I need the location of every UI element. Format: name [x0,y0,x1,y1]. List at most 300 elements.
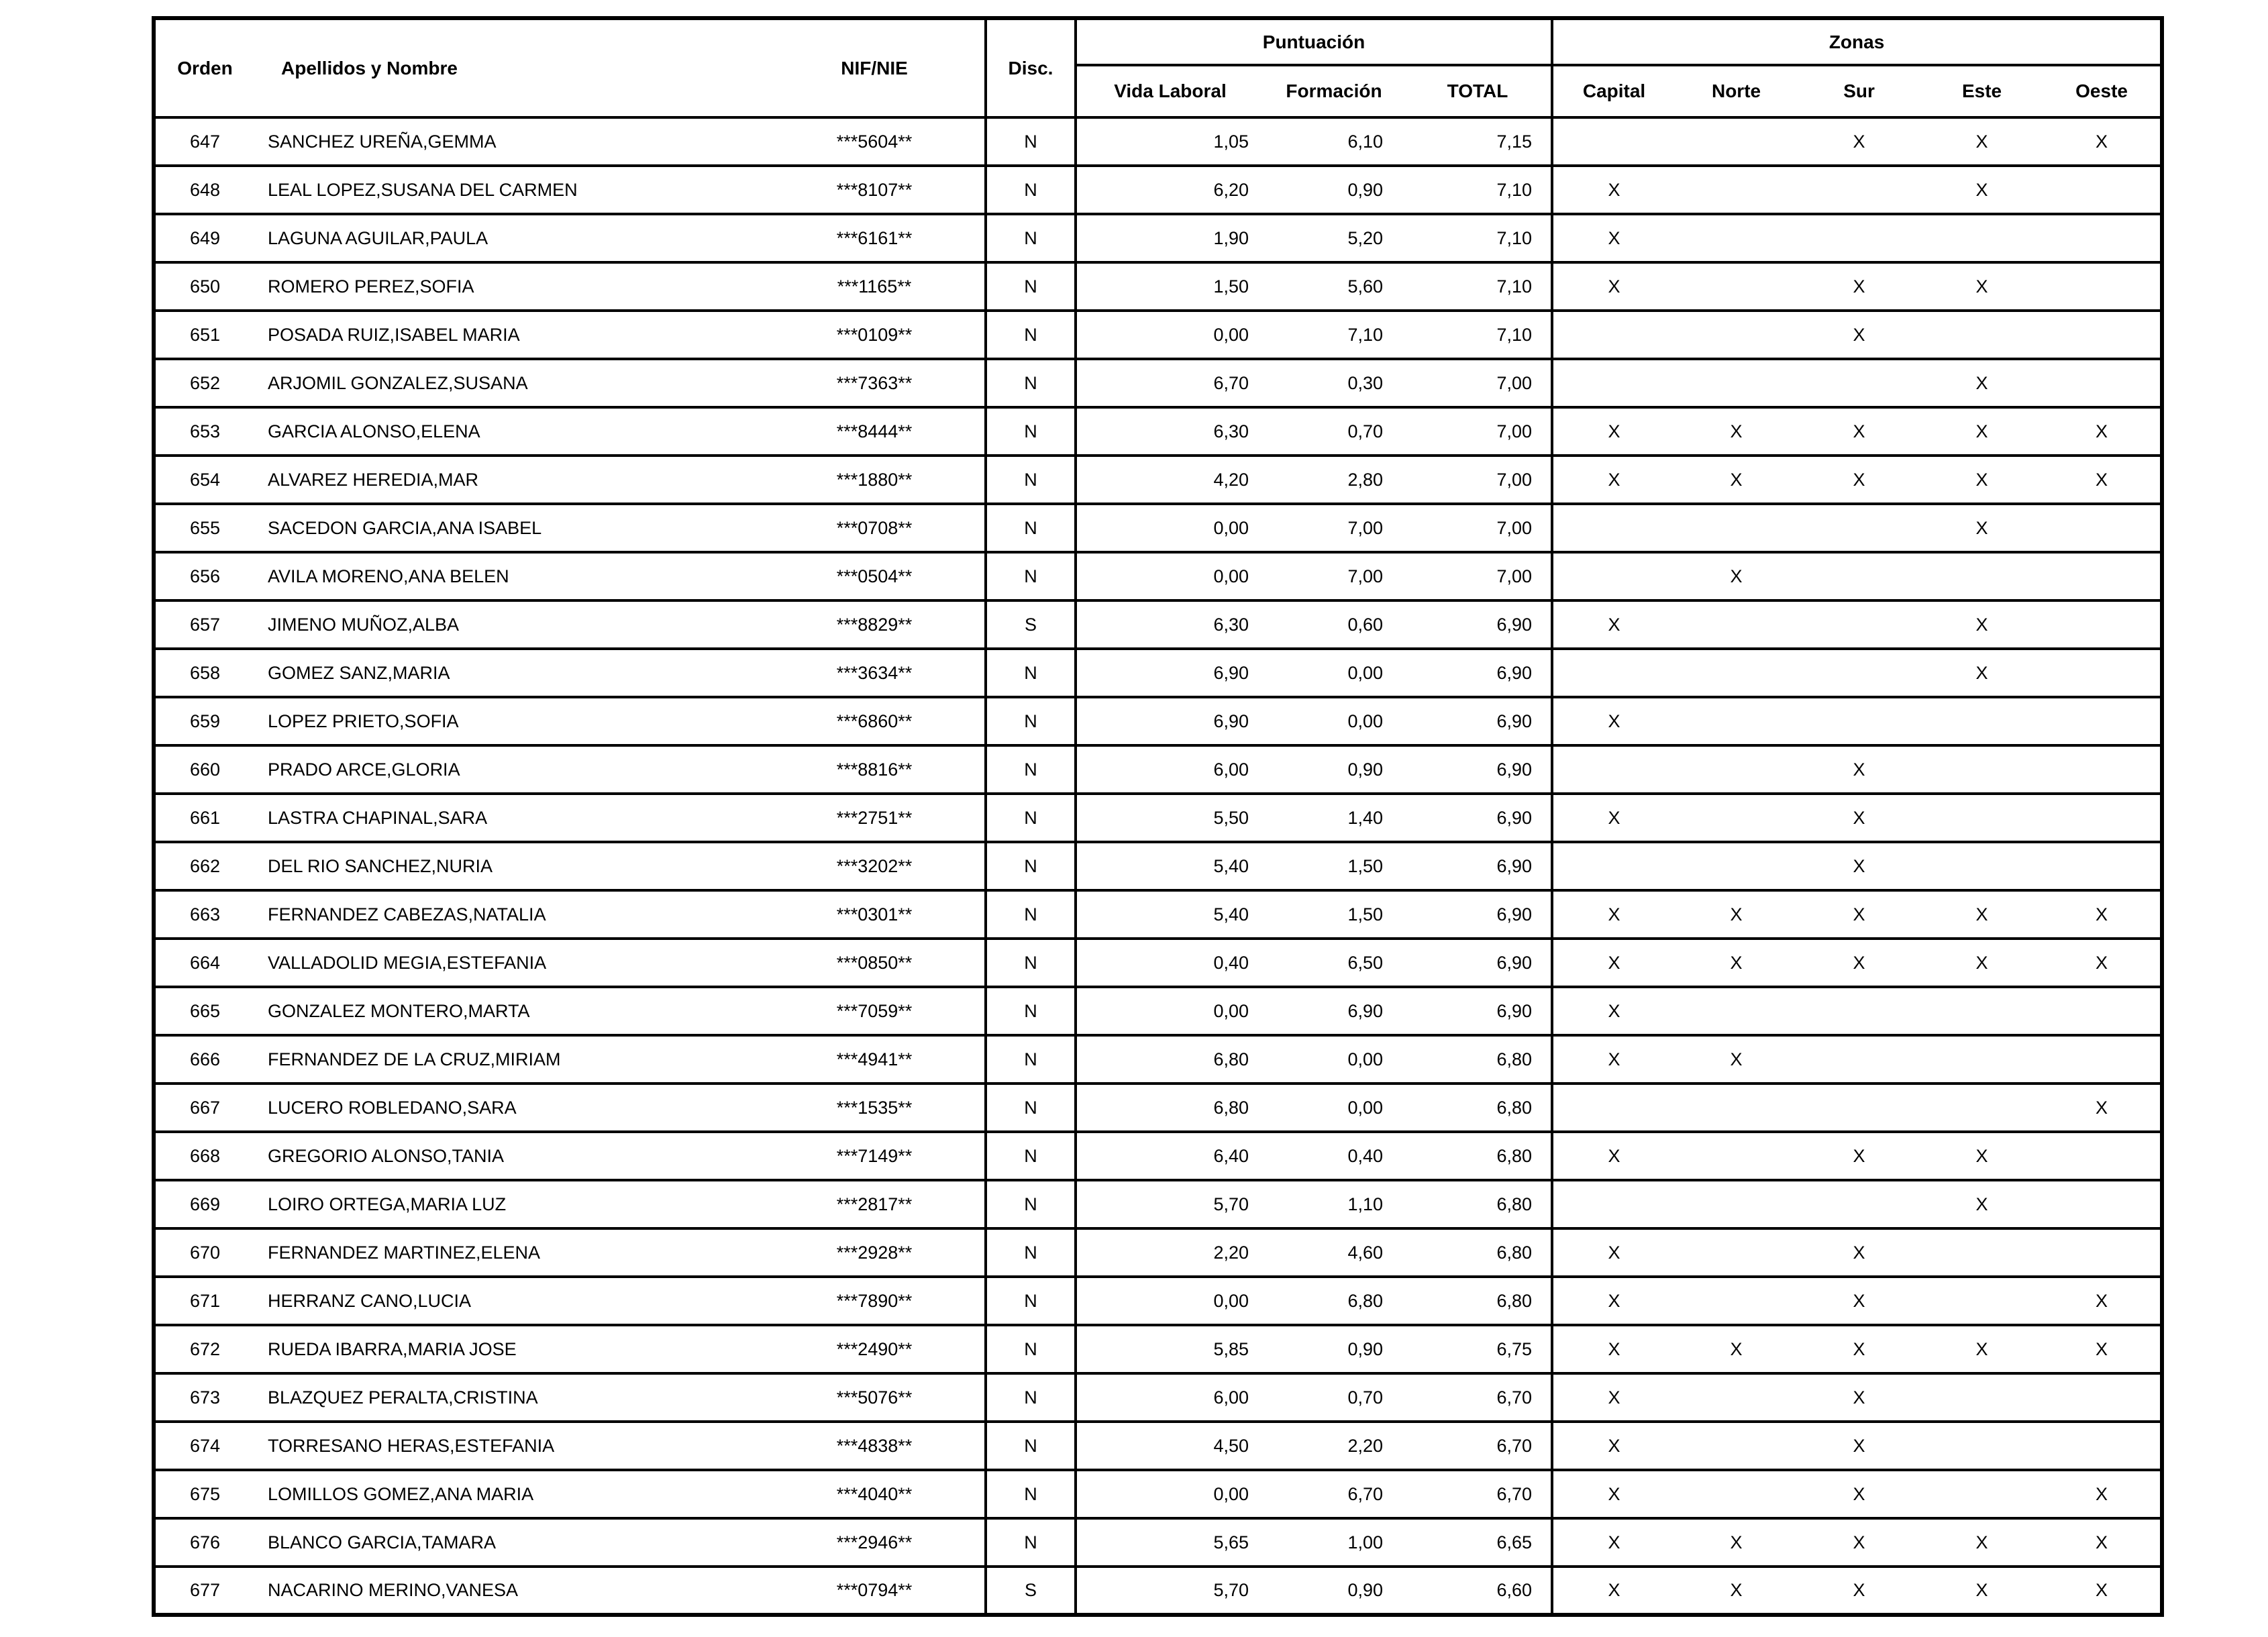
cell-zona-oeste: X [2043,407,2162,456]
cell-zona-este: X [1920,1132,2043,1180]
cell-zona-capital: X [1552,1132,1675,1180]
cell-vida-laboral: 6,20 [1076,166,1264,214]
cell-disc: N [986,1277,1076,1325]
cell-formacion: 7,00 [1264,504,1404,552]
results-table [152,16,2164,1617]
cell-zona-oeste [2043,1035,2162,1084]
cell-vida-laboral: 5,65 [1076,1518,1264,1567]
cell-formacion: 6,70 [1264,1470,1404,1518]
cell-zona-norte [1675,600,1798,649]
cell-zona-norte [1675,745,1798,794]
cell-zona-sur: X [1798,117,1920,166]
cell-zona-oeste [2043,794,2162,842]
cell-vida-laboral: 0,40 [1076,939,1264,987]
cell-zona-norte [1675,987,1798,1035]
table-row [154,359,2162,407]
cell-zona-capital [1552,1180,1675,1228]
cell-zona-oeste: X [2043,890,2162,939]
cell-zona-este [1920,214,2043,262]
cell-vida-laboral: 0,00 [1076,504,1264,552]
cell-zona-norte: X [1675,939,1798,987]
cell-nombre: GOMEZ SANZ,MARIA [254,649,764,697]
cell-zona-norte [1675,504,1798,552]
cell-zona-este [1920,842,2043,890]
cell-nif: ***7149** [764,1132,986,1180]
cell-total: 6,90 [1404,794,1552,842]
cell-formacion: 6,80 [1264,1277,1404,1325]
cell-zona-este [1920,794,2043,842]
cell-vida-laboral: 6,00 [1076,745,1264,794]
cell-nombre: LOPEZ PRIETO,SOFIA [254,697,764,745]
cell-zona-este: X [1920,1567,2043,1615]
cell-total: 7,00 [1404,456,1552,504]
cell-zona-sur [1798,697,1920,745]
cell-vida-laboral: 6,00 [1076,1373,1264,1422]
cell-orden: 657 [154,600,254,649]
cell-total: 6,60 [1404,1567,1552,1615]
header-puntuacion-group: Puntuación [1076,18,1552,65]
table-row [154,890,2162,939]
cell-vida-laboral: 5,70 [1076,1567,1264,1615]
table-row [154,1084,2162,1132]
cell-zona-norte [1675,1422,1798,1470]
cell-zona-sur: X [1798,1132,1920,1180]
cell-disc: N [986,1422,1076,1470]
cell-zona-oeste [2043,1132,2162,1180]
cell-zona-norte [1675,359,1798,407]
cell-formacion: 0,30 [1264,359,1404,407]
cell-zona-sur [1798,1084,1920,1132]
cell-vida-laboral: 5,50 [1076,794,1264,842]
cell-orden: 660 [154,745,254,794]
cell-zona-norte: X [1675,552,1798,600]
cell-total: 6,90 [1404,649,1552,697]
cell-formacion: 0,00 [1264,697,1404,745]
cell-vida-laboral: 6,80 [1076,1084,1264,1132]
cell-nombre: JIMENO MUÑOZ,ALBA [254,600,764,649]
cell-zona-este: X [1920,359,2043,407]
cell-nif: ***0850** [764,939,986,987]
table-header [154,18,2162,117]
cell-nif: ***4941** [764,1035,986,1084]
cell-zona-sur: X [1798,794,1920,842]
cell-disc: N [986,745,1076,794]
table-row [154,939,2162,987]
cell-zona-oeste [2043,1373,2162,1422]
cell-zona-oeste: X [2043,1567,2162,1615]
cell-total: 6,90 [1404,745,1552,794]
cell-zona-capital: X [1552,214,1675,262]
cell-disc: N [986,407,1076,456]
table-row [154,1035,2162,1084]
cell-zona-este: X [1920,649,2043,697]
cell-zona-sur: X [1798,1277,1920,1325]
table-row [154,262,2162,311]
cell-nif: ***4838** [764,1422,986,1470]
cell-zona-capital [1552,745,1675,794]
cell-nombre: NACARINO MERINO,VANESA [254,1567,764,1615]
cell-nombre: LOIRO ORTEGA,MARIA LUZ [254,1180,764,1228]
cell-zona-oeste [2043,745,2162,794]
table-row [154,987,2162,1035]
cell-zona-capital: X [1552,166,1675,214]
cell-vida-laboral: 5,40 [1076,842,1264,890]
cell-zona-oeste: X [2043,939,2162,987]
cell-formacion: 0,90 [1264,1325,1404,1373]
cell-zona-este [1920,552,2043,600]
cell-total: 7,10 [1404,166,1552,214]
cell-formacion: 6,10 [1264,117,1404,166]
header-nif: NIF/NIE [764,18,986,117]
cell-zona-este [1920,1228,2043,1277]
cell-zona-este: X [1920,1518,2043,1567]
cell-nombre: LUCERO ROBLEDANO,SARA [254,1084,764,1132]
cell-orden: 650 [154,262,254,311]
cell-zona-norte [1675,1132,1798,1180]
cell-zona-sur: X [1798,407,1920,456]
cell-formacion: 1,50 [1264,842,1404,890]
cell-total: 6,80 [1404,1277,1552,1325]
header-zona-capital: Capital [1552,65,1675,117]
cell-nombre: TORRESANO HERAS,ESTEFANIA [254,1422,764,1470]
table-row [154,1132,2162,1180]
table-row [154,1518,2162,1567]
cell-total: 6,90 [1404,987,1552,1035]
cell-formacion: 5,60 [1264,262,1404,311]
cell-vida-laboral: 5,85 [1076,1325,1264,1373]
cell-orden: 667 [154,1084,254,1132]
cell-orden: 653 [154,407,254,456]
cell-disc: N [986,987,1076,1035]
cell-zona-oeste [2043,552,2162,600]
cell-zona-oeste [2043,600,2162,649]
cell-zona-sur [1798,552,1920,600]
cell-nif: ***7890** [764,1277,986,1325]
cell-total: 6,80 [1404,1228,1552,1277]
cell-zona-sur: X [1798,456,1920,504]
cell-orden: 669 [154,1180,254,1228]
cell-zona-sur: X [1798,745,1920,794]
cell-vida-laboral: 4,20 [1076,456,1264,504]
cell-zona-capital: X [1552,1470,1675,1518]
cell-nombre: AVILA MORENO,ANA BELEN [254,552,764,600]
cell-vida-laboral: 1,90 [1076,214,1264,262]
cell-vida-laboral: 6,30 [1076,600,1264,649]
cell-formacion: 0,70 [1264,407,1404,456]
cell-total: 6,70 [1404,1470,1552,1518]
cell-nif: ***2490** [764,1325,986,1373]
cell-total: 7,10 [1404,214,1552,262]
cell-formacion: 1,00 [1264,1518,1404,1567]
cell-vida-laboral: 0,00 [1076,1277,1264,1325]
table-row [154,1228,2162,1277]
cell-nombre: RUEDA IBARRA,MARIA JOSE [254,1325,764,1373]
table-body [154,117,2162,1615]
header-zona-este: Este [1920,65,2043,117]
cell-zona-capital: X [1552,1567,1675,1615]
cell-orden: 659 [154,697,254,745]
cell-orden: 666 [154,1035,254,1084]
cell-nif: ***8816** [764,745,986,794]
table-row [154,552,2162,600]
cell-nombre: ALVAREZ HEREDIA,MAR [254,456,764,504]
cell-vida-laboral: 1,05 [1076,117,1264,166]
cell-total: 6,90 [1404,842,1552,890]
cell-orden: 654 [154,456,254,504]
header-orden: Orden [154,18,254,117]
cell-zona-oeste [2043,262,2162,311]
cell-zona-capital: X [1552,1325,1675,1373]
cell-nif: ***7363** [764,359,986,407]
cell-zona-oeste [2043,649,2162,697]
cell-zona-oeste [2043,166,2162,214]
cell-orden: 649 [154,214,254,262]
cell-disc: S [986,600,1076,649]
cell-zona-capital [1552,1084,1675,1132]
cell-zona-capital: X [1552,1035,1675,1084]
cell-vida-laboral: 5,40 [1076,890,1264,939]
cell-vida-laboral: 0,00 [1076,987,1264,1035]
cell-total: 6,80 [1404,1132,1552,1180]
cell-vida-laboral: 5,70 [1076,1180,1264,1228]
cell-disc: N [986,1470,1076,1518]
cell-zona-norte [1675,1084,1798,1132]
cell-zona-sur: X [1798,842,1920,890]
cell-formacion: 0,70 [1264,1373,1404,1422]
cell-zona-capital [1552,504,1675,552]
cell-zona-capital: X [1552,1518,1675,1567]
cell-total: 6,80 [1404,1180,1552,1228]
cell-disc: N [986,359,1076,407]
cell-nombre: FERNANDEZ MARTINEZ,ELENA [254,1228,764,1277]
cell-nombre: SACEDON GARCIA,ANA ISABEL [254,504,764,552]
header-group-row [154,18,2162,65]
cell-zona-sur: X [1798,939,1920,987]
cell-nif: ***1165** [764,262,986,311]
cell-disc: N [986,1325,1076,1373]
cell-total: 6,70 [1404,1373,1552,1422]
cell-formacion: 1,40 [1264,794,1404,842]
cell-zona-capital [1552,117,1675,166]
cell-zona-este: X [1920,939,2043,987]
header-zona-norte: Norte [1675,65,1798,117]
table-row [154,1180,2162,1228]
cell-orden: 662 [154,842,254,890]
cell-orden: 663 [154,890,254,939]
cell-zona-sur [1798,166,1920,214]
cell-vida-laboral: 6,80 [1076,1035,1264,1084]
cell-nombre: FERNANDEZ DE LA CRUZ,MIRIAM [254,1035,764,1084]
cell-nombre: ARJOMIL GONZALEZ,SUSANA [254,359,764,407]
cell-zona-capital: X [1552,262,1675,311]
cell-nombre: BLAZQUEZ PERALTA,CRISTINA [254,1373,764,1422]
cell-zona-este [1920,1470,2043,1518]
cell-zona-este [1920,697,2043,745]
cell-vida-laboral: 6,40 [1076,1132,1264,1180]
cell-orden: 673 [154,1373,254,1422]
cell-zona-oeste: X [2043,1277,2162,1325]
cell-zona-este [1920,1373,2043,1422]
cell-formacion: 5,20 [1264,214,1404,262]
cell-total: 6,75 [1404,1325,1552,1373]
table-row [154,842,2162,890]
cell-zona-norte [1675,842,1798,890]
cell-vida-laboral: 2,20 [1076,1228,1264,1277]
cell-disc: N [986,311,1076,359]
cell-zona-capital: X [1552,1373,1675,1422]
cell-nif: ***6860** [764,697,986,745]
cell-disc: N [986,890,1076,939]
cell-disc: S [986,1567,1076,1615]
cell-total: 6,90 [1404,890,1552,939]
cell-total: 7,00 [1404,552,1552,600]
cell-zona-oeste [2043,311,2162,359]
cell-zona-este: X [1920,504,2043,552]
cell-zona-sur: X [1798,1325,1920,1373]
cell-total: 6,90 [1404,939,1552,987]
cell-orden: 675 [154,1470,254,1518]
cell-zona-capital [1552,311,1675,359]
cell-zona-capital: X [1552,407,1675,456]
cell-vida-laboral: 4,50 [1076,1422,1264,1470]
cell-disc: N [986,1518,1076,1567]
cell-formacion: 0,60 [1264,600,1404,649]
cell-zona-este: X [1920,1180,2043,1228]
cell-zona-capital [1552,359,1675,407]
table-row [154,1567,2162,1615]
cell-vida-laboral: 6,30 [1076,407,1264,456]
cell-nif: ***2946** [764,1518,986,1567]
cell-nombre: SANCHEZ UREÑA,GEMMA [254,117,764,166]
cell-formacion: 0,90 [1264,166,1404,214]
cell-nif: ***0109** [764,311,986,359]
cell-disc: N [986,214,1076,262]
table-row [154,504,2162,552]
cell-formacion: 6,90 [1264,987,1404,1035]
header-zona-sur: Sur [1798,65,1920,117]
cell-zona-oeste: X [2043,1084,2162,1132]
cell-zona-capital: X [1552,1228,1675,1277]
table-row [154,1373,2162,1422]
cell-zona-oeste [2043,842,2162,890]
cell-disc: N [986,1228,1076,1277]
cell-orden: 658 [154,649,254,697]
cell-zona-este: X [1920,600,2043,649]
cell-zona-norte [1675,1180,1798,1228]
cell-zona-norte [1675,1228,1798,1277]
cell-nombre: VALLADOLID MEGIA,ESTEFANIA [254,939,764,987]
table-row [154,1325,2162,1373]
cell-orden: 656 [154,552,254,600]
cell-zona-norte [1675,262,1798,311]
table-row [154,1470,2162,1518]
cell-zona-capital: X [1552,1422,1675,1470]
table-row [154,214,2162,262]
cell-formacion: 2,20 [1264,1422,1404,1470]
cell-nombre: GONZALEZ MONTERO,MARTA [254,987,764,1035]
header-formacion: Formación [1264,65,1404,117]
cell-nif: ***8107** [764,166,986,214]
cell-nombre: ROMERO PEREZ,SOFIA [254,262,764,311]
table-row [154,1277,2162,1325]
cell-vida-laboral: 6,70 [1076,359,1264,407]
cell-zona-sur: X [1798,1422,1920,1470]
cell-nif: ***0301** [764,890,986,939]
cell-zona-capital: X [1552,456,1675,504]
cell-orden: 677 [154,1567,254,1615]
header-zonas-group: Zonas [1552,18,2162,65]
table-row [154,1422,2162,1470]
table-row [154,311,2162,359]
table-row [154,794,2162,842]
cell-zona-este: X [1920,1325,2043,1373]
cell-disc: N [986,697,1076,745]
cell-zona-norte [1675,311,1798,359]
cell-total: 7,00 [1404,504,1552,552]
cell-zona-este: X [1920,117,2043,166]
header-disc: Disc. [986,18,1076,117]
cell-nif: ***8829** [764,600,986,649]
cell-zona-oeste: X [2043,1325,2162,1373]
cell-zona-capital: X [1552,600,1675,649]
cell-zona-oeste [2043,987,2162,1035]
cell-orden: 668 [154,1132,254,1180]
cell-orden: 647 [154,117,254,166]
cell-zona-capital: X [1552,890,1675,939]
table-row [154,407,2162,456]
cell-total: 7,00 [1404,407,1552,456]
cell-formacion: 4,60 [1264,1228,1404,1277]
cell-zona-sur [1798,987,1920,1035]
cell-zona-norte [1675,214,1798,262]
cell-zona-norte: X [1675,1567,1798,1615]
cell-zona-norte: X [1675,1035,1798,1084]
cell-zona-oeste [2043,1422,2162,1470]
cell-disc: N [986,504,1076,552]
cell-nombre: HERRANZ CANO,LUCIA [254,1277,764,1325]
cell-orden: 671 [154,1277,254,1325]
cell-nif: ***7059** [764,987,986,1035]
cell-orden: 672 [154,1325,254,1373]
cell-formacion: 0,90 [1264,1567,1404,1615]
cell-zona-este [1920,1422,2043,1470]
cell-zona-oeste [2043,359,2162,407]
cell-zona-norte [1675,794,1798,842]
cell-zona-este: X [1920,456,2043,504]
cell-nombre: LEAL LOPEZ,SUSANA DEL CARMEN [254,166,764,214]
cell-total: 6,80 [1404,1035,1552,1084]
cell-zona-norte: X [1675,1518,1798,1567]
cell-orden: 661 [154,794,254,842]
cell-zona-sur [1798,649,1920,697]
cell-disc: N [986,262,1076,311]
cell-zona-sur: X [1798,1470,1920,1518]
cell-zona-capital: X [1552,1277,1675,1325]
table-row [154,649,2162,697]
cell-zona-oeste [2043,1180,2162,1228]
cell-nombre: FERNANDEZ CABEZAS,NATALIA [254,890,764,939]
cell-zona-capital: X [1552,939,1675,987]
cell-orden: 674 [154,1422,254,1470]
cell-zona-oeste: X [2043,1470,2162,1518]
cell-zona-sur [1798,600,1920,649]
cell-zona-oeste [2043,504,2162,552]
cell-zona-sur: X [1798,311,1920,359]
cell-zona-oeste [2043,214,2162,262]
cell-disc: N [986,1132,1076,1180]
cell-disc: N [986,649,1076,697]
cell-zona-norte: X [1675,456,1798,504]
